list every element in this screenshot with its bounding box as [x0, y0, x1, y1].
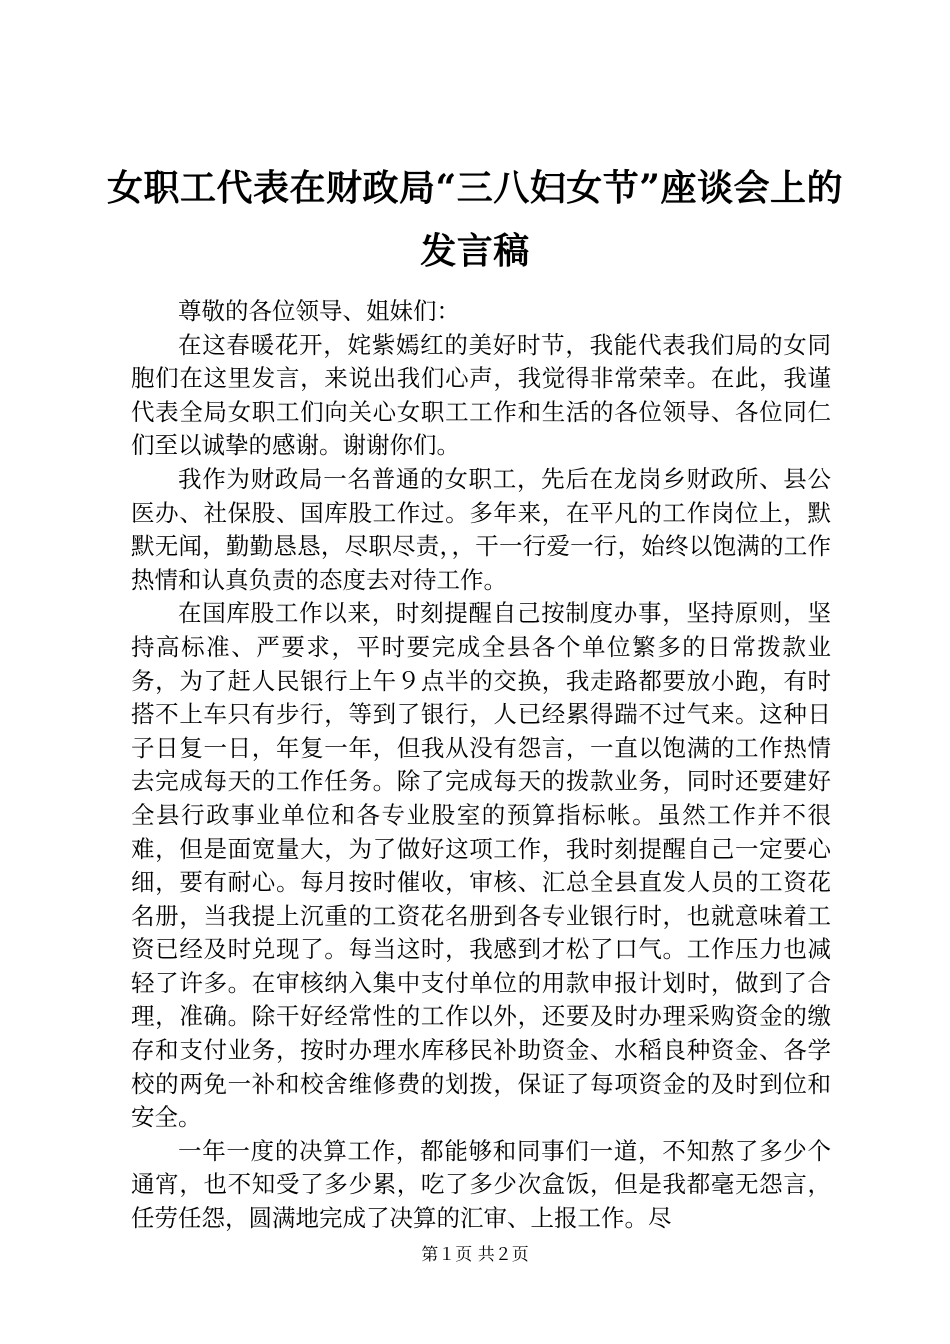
page-footer: 第１页 共２页	[421, 1245, 529, 1265]
paragraph: 在这春暖花开，姹紫嫣红的美好时节，我能代表我们局的女同胞们在这里发言，来说出我们心声，我觉得非常荣幸。在此，我谨代表全局女职工们向关心女职工工作和生活的各位领导、各位同仁们至以诚挚的感谢。谢谢你们。	[131, 330, 831, 460]
paragraph: 我作为财政局一名普通的女职工，先后在龙岗乡财政所、县公医办、社保股、国库股工作过。多年来，在平凡的工作岗位上，默默无闻，勤勤恳恳，尽职尽责，，干一行爱一行，始终以饱满的工作热情和认真负责的态度去对待工作。	[131, 464, 831, 594]
page-title: 女职工代表在财政局“三八妇女节”座谈会上的发言稿	[107, 167, 843, 272]
salutation: 尊敬的各位领导、姐妹们：	[178, 297, 460, 325]
paragraph: 在国库股工作以来，时刻提醒自己按制度办事，坚持原则，坚持高标准、严要求，平时要完成全县各个单位繁多的日常拨款业务，为了赶人民银行上午９点半的交换，我走路都要放小跑，有时搭不上车只有步行，等到了银行，人已经累得踹不过气来。这种日子日复一日，年复一年，但我从没有怨言，一直以饱满的工作热情去完成每天的工作任务。除了完成每天的拨款业务，同时还要建好全县行政事业单位和各专业股室的预算指标帐。虽然工作并不很难，但是面宽量大，为了做好这项工作，我时刻提醒自己一定要心细，要有耐心。每月按时催收，审核、汇总全县直发人员的工资花名册，当我提上沉重的工资花名册到各专业银行时，也就意味着工资已经及时兑现了。每当这时，我感到才松了口气。工作压力也减轻了许多。在审核纳入集中支付单位的用款申报计划时，做到了合理，准确。除干好经常性的工作以外，还要及时办理采购资金的缴存和支付业务，按时办理水库移民补助资金、水稻良种资金、各学校的两免一补和校舍维修费的划拨，保证了每项资金的及时到位和安全。	[131, 599, 831, 1132]
document-body	[131, 295, 831, 1236]
paragraph: 一年一度的决算工作，都能够和同事们一道，不知熬了多少个通宵，也不知受了多少累，吃了多少次盒饭，但是我都毫无怨言，任劳任怨，圆满地完成了决算的汇审、上报工作。尽	[131, 1136, 831, 1233]
